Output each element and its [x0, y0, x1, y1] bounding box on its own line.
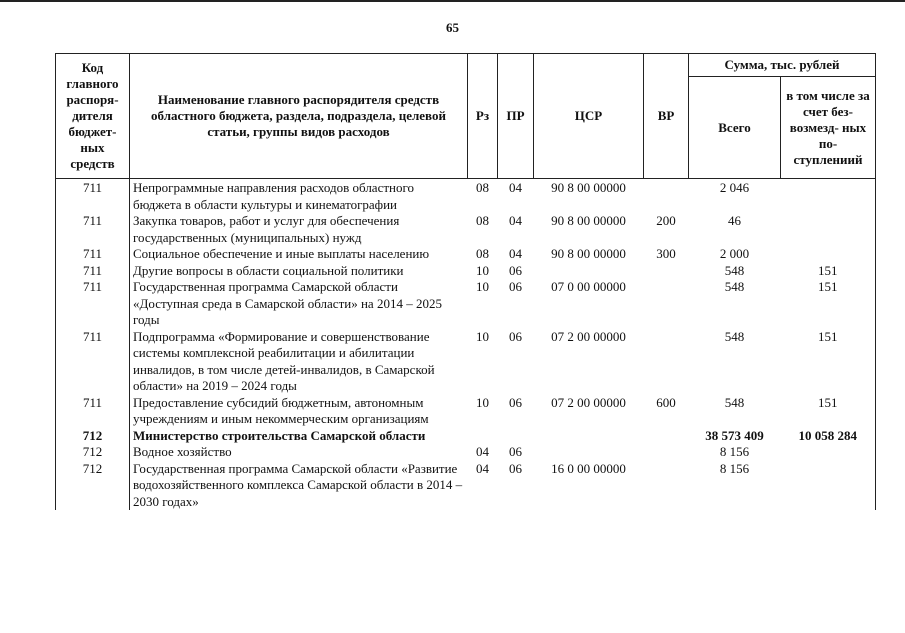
header-code: Код главного распоря- дителя бюджет- ных средств — [56, 54, 130, 179]
cell-total: 2 000 — [719, 246, 750, 261]
cell-pr: 06 — [509, 444, 522, 459]
cell-csr: 07 0 00 00000 — [551, 279, 626, 294]
cell-vr: 200 — [656, 213, 676, 228]
cell-free — [781, 246, 876, 263]
cell-csr: 07 2 00 00000 — [551, 328, 626, 344]
cell-csr: 90 8 00 00000 — [551, 246, 626, 261]
cell-vr — [644, 263, 689, 280]
cell-csr — [534, 444, 644, 461]
cell-name: Социальное обеспечение и иные выплаты населению — [130, 246, 468, 263]
cell-free — [781, 213, 876, 246]
cell-total: 2 046 — [719, 180, 750, 195]
cell-vr — [644, 279, 689, 329]
table-row — [56, 263, 876, 280]
table-row — [56, 179, 876, 214]
cell-name: Закупка товаров, работ и услуг для обеспечения государственных (муниципальных) нужд — [130, 213, 468, 246]
header-total: Всего — [689, 77, 781, 179]
table-row — [56, 246, 876, 263]
header-rz: Рз — [468, 54, 498, 179]
cell-free: 151 — [781, 279, 876, 329]
table-row — [56, 213, 876, 246]
cell-csr: 16 0 00 00000 — [551, 460, 626, 476]
cell-pr: 06 — [509, 262, 522, 278]
cell-vr — [644, 461, 689, 511]
header-sum: Сумма, тыс. рублей — [689, 54, 876, 77]
cell-code: 711 — [56, 179, 130, 214]
cell-total: 46 — [728, 213, 741, 228]
cell-pr: 06 — [509, 328, 522, 344]
cell-vr — [644, 329, 689, 395]
cell-name: Предоставление субсидий бюджетным, автономным учреждениям и иным некоммерческим организациям — [130, 395, 468, 428]
cell-rz: 04 — [476, 444, 489, 459]
cell-code: 712 — [56, 444, 130, 461]
cell-rz: 08 — [476, 180, 489, 195]
table-row — [56, 329, 876, 395]
cell-rz: 10 — [476, 262, 489, 278]
cell-total: 548 — [724, 328, 745, 344]
cell-vr: 600 — [656, 394, 676, 410]
top-border — [0, 0, 905, 2]
table-row — [56, 461, 876, 511]
header-vr: ВР — [644, 54, 689, 179]
cell-total: 8 156 — [719, 444, 750, 459]
table-row — [56, 444, 876, 461]
cell-vr — [644, 444, 689, 461]
page-number: 65 — [446, 20, 459, 35]
cell-rz: 10 — [476, 394, 489, 410]
cell-rz: 10 — [476, 328, 489, 344]
cell-free — [781, 461, 876, 511]
header-pr: ПР — [498, 54, 534, 179]
cell-code: 711 — [56, 279, 130, 329]
cell-free: 151 — [781, 329, 876, 395]
cell-csr — [534, 263, 644, 280]
cell-rz: 08 — [476, 246, 489, 261]
cell-name: Водное хозяйство — [130, 444, 468, 461]
cell-code: 712 — [56, 428, 130, 445]
table-row — [56, 279, 876, 329]
cell-rz: 10 — [476, 279, 489, 294]
cell-name: Государственная программа Самарской области «Развитие водохозяйственного комплекса Самарской области в 2014 – 2030 годах» — [130, 461, 468, 511]
cell-total: 548 — [724, 279, 745, 294]
cell-pr: 04 — [509, 246, 522, 261]
cell-name: Другие вопросы в области социальной политики — [130, 263, 468, 280]
cell-csr: 90 8 00 00000 — [551, 180, 626, 195]
cell-name: Подпрограмма «Формирование и совершенствование системы комплексной реабилитации и абилитации инвалидов, в том числе детей-инвалидов, в Самарской области» на 2019 – 2024 годы — [130, 329, 468, 395]
cell-code: 711 — [56, 246, 130, 263]
cell-free — [781, 179, 876, 214]
cell-code: 712 — [56, 461, 130, 511]
cell-code: 711 — [56, 395, 130, 428]
table-row — [56, 395, 876, 428]
cell-rz — [468, 428, 498, 445]
cell-vr — [644, 428, 689, 445]
budget-table — [55, 53, 876, 510]
cell-csr — [534, 428, 644, 445]
cell-code: 711 — [56, 213, 130, 246]
cell-free: 151 — [781, 263, 876, 280]
cell-rz: 08 — [476, 213, 489, 228]
cell-name: Непрограммные направления расходов областного бюджета в области культуры и кинематографии — [130, 179, 468, 214]
cell-name: Государственная программа Самарской области «Доступная среда в Самарской области» на 2014 – 2025 годы — [130, 279, 468, 329]
cell-pr: 06 — [509, 279, 522, 294]
cell-csr: 07 2 00 00000 — [551, 394, 626, 410]
header-csr: ЦСР — [534, 54, 644, 179]
cell-total: 548 — [724, 262, 745, 278]
cell-code: 711 — [56, 263, 130, 280]
cell-pr: 04 — [509, 180, 522, 195]
cell-total: 8 156 — [719, 460, 750, 476]
cell-pr — [498, 428, 534, 445]
table-body — [56, 179, 876, 511]
cell-free: 151 — [781, 395, 876, 428]
cell-free — [781, 444, 876, 461]
cell-pr: 06 — [509, 394, 522, 410]
header-free: в том числе за счет без- возмезд- ных по- ступлениий — [781, 77, 876, 179]
cell-vr — [644, 179, 689, 214]
cell-name: Министерство строительства Самарской области — [130, 428, 468, 445]
header-name: Наименование главного распорядителя средств областного бюджета, раздела, подраздела, целевой статьи, группы видов расходов — [130, 54, 468, 179]
cell-vr: 300 — [656, 246, 676, 261]
cell-pr: 06 — [509, 460, 522, 476]
cell-rz: 04 — [476, 460, 489, 476]
cell-total: 548 — [724, 394, 745, 410]
cell-total: 38 573 409 — [705, 427, 764, 443]
table-header — [56, 54, 876, 179]
cell-code: 711 — [56, 329, 130, 395]
table-row — [56, 428, 876, 445]
cell-csr: 90 8 00 00000 — [551, 213, 626, 228]
cell-free: 10 058 284 — [781, 428, 876, 445]
cell-pr: 04 — [509, 213, 522, 228]
